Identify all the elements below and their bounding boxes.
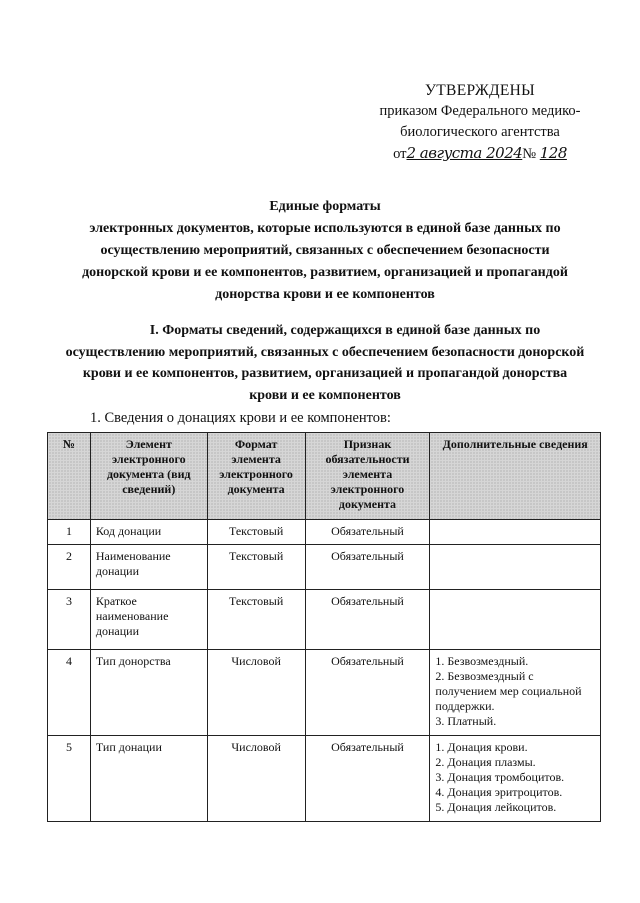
header-format: Формат элемента электронного документа — [207, 433, 305, 520]
approval-heading: УТВЕРЖДЕНЫ — [425, 82, 535, 99]
title-line-1: Единые форматы — [269, 199, 381, 214]
extra-item: 1. Безвозмездный. — [435, 654, 529, 668]
table-row — [48, 520, 601, 545]
title-line-4: донорской крови и ее компонентов, развитием, организацией и пропагандой — [82, 265, 568, 280]
cell-number: 5 — [48, 736, 91, 822]
table-header-row — [48, 433, 601, 520]
cell-format: Числовой — [207, 736, 305, 822]
cell-format: Текстовый — [207, 590, 305, 650]
cell-extra — [430, 590, 601, 650]
title-line-3: осуществлению мероприятий, связанных с обеспечением безопасности — [100, 243, 550, 258]
cell-number: 1 — [48, 520, 91, 545]
cell-required: Обязательный — [305, 736, 430, 822]
cell-element: Тип донации — [90, 736, 207, 822]
section-line-4: крови и ее компонентов — [249, 387, 401, 403]
cell-number: 2 — [48, 545, 91, 590]
cell-extra — [430, 736, 601, 822]
cell-element: Тип донорства — [90, 650, 207, 736]
header-extra: Дополнительные сведения — [430, 433, 601, 520]
document-title — [40, 196, 610, 306]
cell-number: 3 — [48, 590, 91, 650]
approval-block — [360, 80, 600, 165]
order-date-line — [360, 143, 600, 165]
cell-element: Наименование донации — [90, 545, 207, 590]
table-row — [48, 545, 601, 590]
header-number: № — [48, 433, 91, 520]
cell-number: 4 — [48, 650, 91, 736]
section-line-3: крови и ее компонентов, развитием, организацией и пропагандой донорства — [82, 366, 568, 381]
number-label: № — [522, 146, 537, 162]
cell-format: Текстовый — [207, 545, 305, 590]
from-label: от — [393, 146, 407, 162]
handwritten-number: 128 — [539, 144, 567, 162]
cell-extra — [430, 650, 601, 736]
cell-element: Краткое наименование донации — [90, 590, 207, 650]
approval-line-1: приказом Федерального медико- — [379, 103, 581, 119]
extra-item: 4. Донация эритроцитов. — [435, 785, 563, 799]
extra-item: 3. Платный. — [435, 714, 497, 728]
extra-item: 2. Безвозмездный с получением мер социальной поддержки. — [435, 669, 582, 713]
cell-extra — [430, 545, 601, 590]
table-row — [48, 590, 601, 650]
cell-element: Код донации — [90, 520, 207, 545]
header-element: Элемент электронного документа (вид сведений) — [90, 433, 207, 520]
title-line-5: донорства крови и ее компонентов — [215, 287, 435, 302]
table-row — [48, 736, 601, 822]
list-intro: 1. Сведения о донациях крови и ее компонентов: — [90, 410, 391, 426]
handwritten-date: 2 августа 2024 — [406, 144, 523, 162]
extra-item: 5. Донация лейкоцитов. — [435, 800, 557, 814]
cell-required: Обязательный — [305, 650, 430, 736]
cell-required: Обязательный — [305, 520, 430, 545]
title-line-2: электронных документов, которые используются в единой базе данных по — [89, 221, 561, 236]
approval-line-2: биологического агентства — [400, 124, 560, 140]
cell-required: Обязательный — [305, 590, 430, 650]
extra-item: 2. Донация плазмы. — [435, 755, 536, 769]
section-line-1: I. Форматы сведений, содержащихся в единой базе данных по — [149, 323, 541, 338]
extra-item: 3. Донация тромбоцитов. — [435, 770, 565, 784]
cell-required: Обязательный — [305, 545, 430, 590]
header-required: Признак обязательности элемента электронного документа — [305, 433, 430, 520]
table-row — [48, 650, 601, 736]
cell-extra — [430, 520, 601, 545]
extra-item: 1. Донация крови. — [435, 740, 528, 754]
cell-format: Числовой — [207, 650, 305, 736]
formats-table — [47, 432, 601, 822]
section-heading — [45, 320, 605, 406]
cell-format: Текстовый — [207, 520, 305, 545]
section-line-2: осуществлению мероприятий, связанных с обеспечением безопасности донорской — [65, 344, 585, 360]
